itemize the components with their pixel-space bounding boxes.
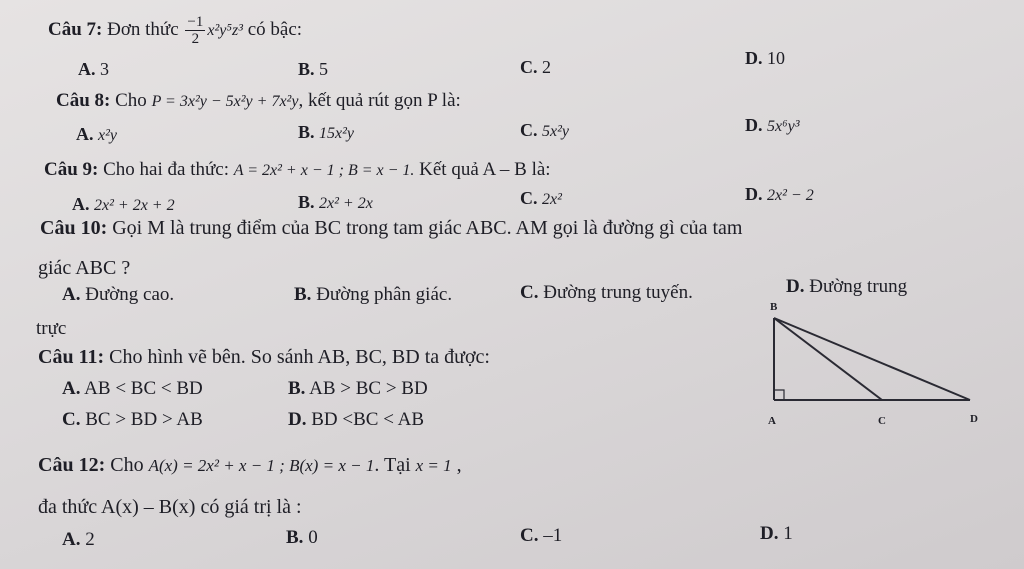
q12-option-a[interactable]: A. 2 bbox=[62, 529, 95, 550]
q11-option-b[interactable]: B. AB > BC > BD bbox=[288, 378, 428, 399]
question-7-expression: x²y⁵z³ bbox=[207, 21, 243, 39]
question-12-text-before: Cho bbox=[105, 454, 149, 476]
segment-bc bbox=[774, 318, 882, 400]
question-10-label: Câu 10: bbox=[40, 217, 108, 239]
q8-option-a[interactable]: A. x²y bbox=[76, 124, 117, 144]
segment-bd bbox=[774, 318, 970, 400]
q12-option-d[interactable]: D. 1 bbox=[760, 523, 793, 544]
question-7-fraction bbox=[185, 14, 205, 47]
question-11-label: Câu 11: bbox=[38, 346, 105, 368]
q11-option-d[interactable]: D. BD <BC < AB bbox=[288, 409, 425, 430]
question-11-text: Cho hình vẽ bên. So sánh AB, BC, BD ta được: bbox=[104, 346, 490, 368]
question-7 bbox=[48, 14, 302, 47]
q9-option-a[interactable]: A. 2x² + 2x + 2 bbox=[72, 194, 175, 214]
question-10-wrap: trực bbox=[36, 318, 67, 339]
question-7-label: Câu 7: bbox=[48, 18, 103, 40]
question-9-expression: A = 2x² + x − 1 ; B = x − 1. bbox=[233, 162, 415, 179]
fraction-denominator: 2 bbox=[191, 31, 200, 47]
question-12-text-mid: . Tại bbox=[374, 454, 416, 476]
question-8-label: Câu 8: bbox=[56, 90, 111, 111]
question-9-text-before: Cho hai đa thức: bbox=[98, 159, 234, 180]
question-8-text-after: , kết quả rút gọn P là: bbox=[298, 90, 461, 111]
q9-option-d[interactable]: D. 2x² − 2 bbox=[745, 184, 814, 204]
q9-option-c[interactable]: C. 2x² bbox=[520, 188, 562, 208]
question-9-text-after: Kết quả A – B là: bbox=[414, 159, 551, 180]
q8-option-d[interactable]: D. 5x⁶y³ bbox=[745, 115, 800, 135]
q8-option-b[interactable]: B. 15x²y bbox=[298, 122, 355, 142]
question-12-label: Câu 12: bbox=[38, 454, 106, 476]
question-12-expression-2: x = 1 bbox=[415, 456, 452, 475]
question-8-text-before: Cho bbox=[110, 90, 152, 111]
q9-option-b[interactable]: B. 2x² + 2x bbox=[298, 192, 373, 212]
triangle-figure bbox=[760, 296, 1000, 436]
q10-option-b[interactable]: B. Đường phân giác. bbox=[294, 284, 453, 305]
question-12-line2: đa thức A(x) – B(x) có giá trị là : bbox=[38, 496, 302, 518]
question-8-expression: P = 3x²y − 5x²y + 7x²y bbox=[151, 93, 299, 110]
q7-option-c[interactable]: C. 2 bbox=[520, 57, 551, 77]
question-8 bbox=[56, 89, 461, 114]
q11-option-a[interactable]: A. AB < BC < BD bbox=[62, 378, 203, 399]
question-9 bbox=[44, 158, 551, 183]
question-10 bbox=[40, 216, 742, 240]
q10-option-d[interactable]: D. Đường trung bbox=[786, 276, 908, 297]
question-7-text-before: Đơn thức bbox=[102, 18, 184, 40]
q10-option-c[interactable]: C. Đường trung tuyến. bbox=[520, 282, 693, 303]
label-a: A bbox=[768, 415, 776, 427]
label-c: C bbox=[878, 415, 886, 427]
fraction-numerator: −1 bbox=[187, 14, 204, 30]
q8-option-c[interactable]: C. 5x²y bbox=[520, 120, 569, 140]
label-d: D bbox=[970, 413, 978, 425]
right-angle-mark bbox=[774, 390, 784, 400]
q7-option-d[interactable]: D. 10 bbox=[745, 48, 785, 68]
question-12-text-after: , bbox=[451, 454, 462, 476]
q11-option-c[interactable]: C. BC > BD > AB bbox=[62, 409, 203, 430]
q12-option-c[interactable]: C. –1 bbox=[520, 525, 563, 546]
q7-option-a[interactable]: A. 3 bbox=[78, 59, 109, 79]
q10-option-a[interactable]: A. Đường cao. bbox=[62, 284, 175, 305]
question-11 bbox=[38, 345, 490, 369]
question-7-text-after: có bậc: bbox=[242, 18, 303, 40]
label-b: B bbox=[770, 301, 778, 313]
question-10-line2: giác ABC ? bbox=[38, 257, 131, 279]
question-10-text-line1: Gọi M là trung điểm của BC trong tam giác ABC. AM gọi là đường gì của tam bbox=[107, 217, 743, 239]
question-9-label: Câu 9: bbox=[44, 159, 99, 180]
question-12-expression: A(x) = 2x² + x − 1 ; B(x) = x − 1 bbox=[148, 456, 375, 475]
q7-option-b[interactable]: B. 5 bbox=[298, 59, 329, 79]
question-12 bbox=[38, 453, 462, 478]
q12-option-b[interactable]: B. 0 bbox=[286, 527, 318, 548]
